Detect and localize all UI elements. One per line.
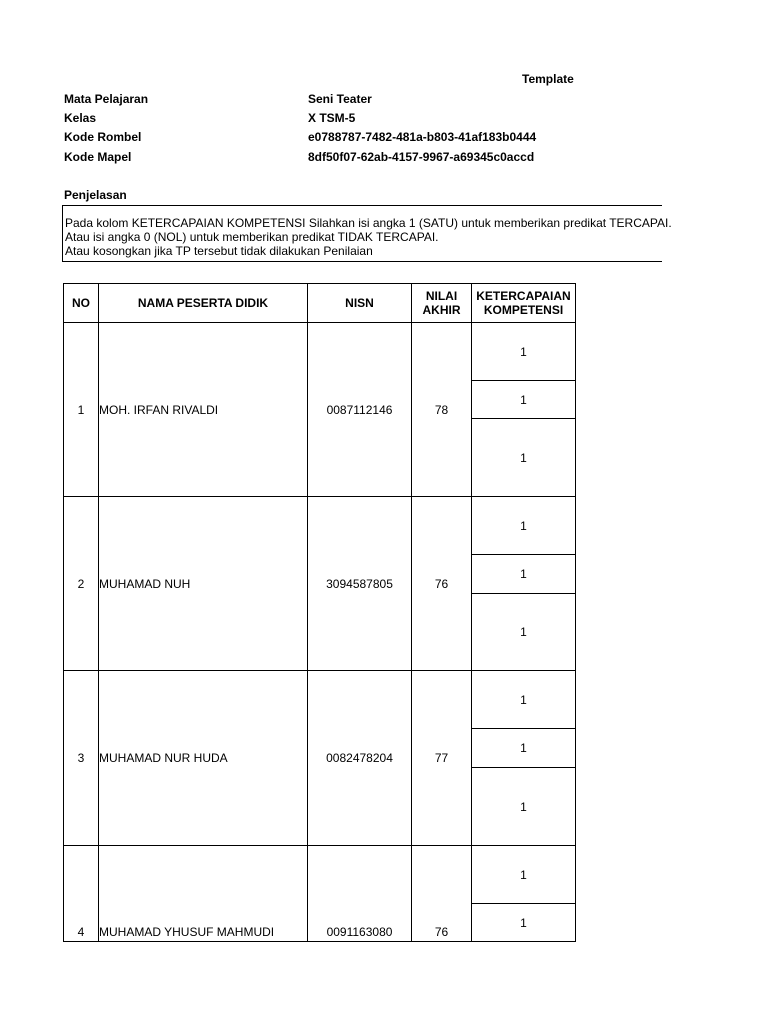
cell-nisn[interactable]: 3094587805 <box>308 497 412 671</box>
cell-nilai-akhir[interactable]: 78 <box>412 323 472 497</box>
header-kk-line: KOMPETENSI <box>483 303 564 317</box>
cell-nilai-akhir[interactable]: 76 <box>412 846 472 942</box>
cell-ketercapaian[interactable]: 1 <box>472 419 576 497</box>
header-nilai-line: NILAI <box>425 289 458 303</box>
penjelasan-line: Atau kosongkan jika TP tersebut tidak dilakukan Penilaian <box>65 244 373 258</box>
cell-nilai-akhir[interactable]: 76 <box>412 497 472 671</box>
table-row <box>64 671 576 729</box>
header-nisn: NISN <box>308 284 412 323</box>
cell-nama[interactable]: MUHAMAD NUR HUDA <box>99 671 308 846</box>
cell-ketercapaian[interactable]: 1 <box>472 594 576 671</box>
info-label-kode-mapel: Kode Mapel <box>64 150 132 164</box>
cell-no[interactable]: 1 <box>64 323 99 497</box>
header-nilai-line: AKHIR <box>422 303 461 317</box>
cell-nisn[interactable]: 0091163080 <box>308 846 412 942</box>
cell-ketercapaian[interactable]: 1 <box>472 904 576 942</box>
info-value-kelas: X TSM-5 <box>308 111 356 125</box>
template-title: Template <box>522 72 574 86</box>
cell-nisn[interactable]: 0082478204 <box>308 671 412 846</box>
cell-nama[interactable]: MOH. IRFAN RIVALDI <box>99 323 308 497</box>
cell-nisn[interactable]: 0087112146 <box>308 323 412 497</box>
cell-no[interactable]: 4 <box>64 846 99 942</box>
header-nama: NAMA PESERTA DIDIK <box>99 284 308 323</box>
penjelasan-box <box>62 205 672 262</box>
table-row <box>64 497 576 555</box>
info-label-kelas: Kelas <box>64 111 97 125</box>
cell-ketercapaian[interactable]: 1 <box>472 846 576 904</box>
info-value-kode-mapel: 8df50f07-62ab-4157-9967-a69345c0accd <box>308 150 535 164</box>
cell-ketercapaian[interactable]: 1 <box>472 497 576 555</box>
cell-ketercapaian[interactable]: 1 <box>472 671 576 729</box>
penjelasan-line: Pada kolom KETERCAPAIAN KOMPETENSI Silahkan isi angka 1 (SATU) untuk memberikan predikat TERCAPAI. <box>65 216 672 230</box>
table-header-row <box>64 284 576 323</box>
table-row <box>64 323 576 381</box>
cell-ketercapaian[interactable]: 1 <box>472 555 576 594</box>
cell-nilai-akhir[interactable]: 77 <box>412 671 472 846</box>
cell-ketercapaian[interactable]: 1 <box>472 381 576 419</box>
info-value-mata-pelajaran: Seni Teater <box>308 92 372 106</box>
nilai-table <box>63 283 576 942</box>
info-label-kode-rombel: Kode Rombel <box>64 130 142 144</box>
penjelasan-line: Atau isi angka 0 (NOL) untuk memberikan predikat TIDAK TERCAPAI. <box>65 230 439 244</box>
cell-nama[interactable]: MUHAMAD YHUSUF MAHMUDI <box>99 846 308 942</box>
cell-no[interactable]: 3 <box>64 671 99 846</box>
info-label-mata-pelajaran: Mata Pelajaran <box>64 92 149 106</box>
info-value-kode-rombel: e0788787-7482-481a-b803-41af183b0444 <box>308 130 537 144</box>
header-ketercapaian <box>472 284 576 323</box>
cell-ketercapaian[interactable]: 1 <box>472 729 576 768</box>
cell-nama[interactable]: MUHAMAD NUH <box>99 497 308 671</box>
header-no: NO <box>64 284 99 323</box>
cell-ketercapaian[interactable]: 1 <box>472 323 576 381</box>
table-row <box>64 846 576 904</box>
header-nilai-akhir <box>412 284 472 323</box>
penjelasan-title: Penjelasan <box>64 188 127 202</box>
header-kk-line: KETERCAPAIAN <box>476 289 571 303</box>
cell-no[interactable]: 2 <box>64 497 99 671</box>
cell-ketercapaian[interactable]: 1 <box>472 768 576 846</box>
